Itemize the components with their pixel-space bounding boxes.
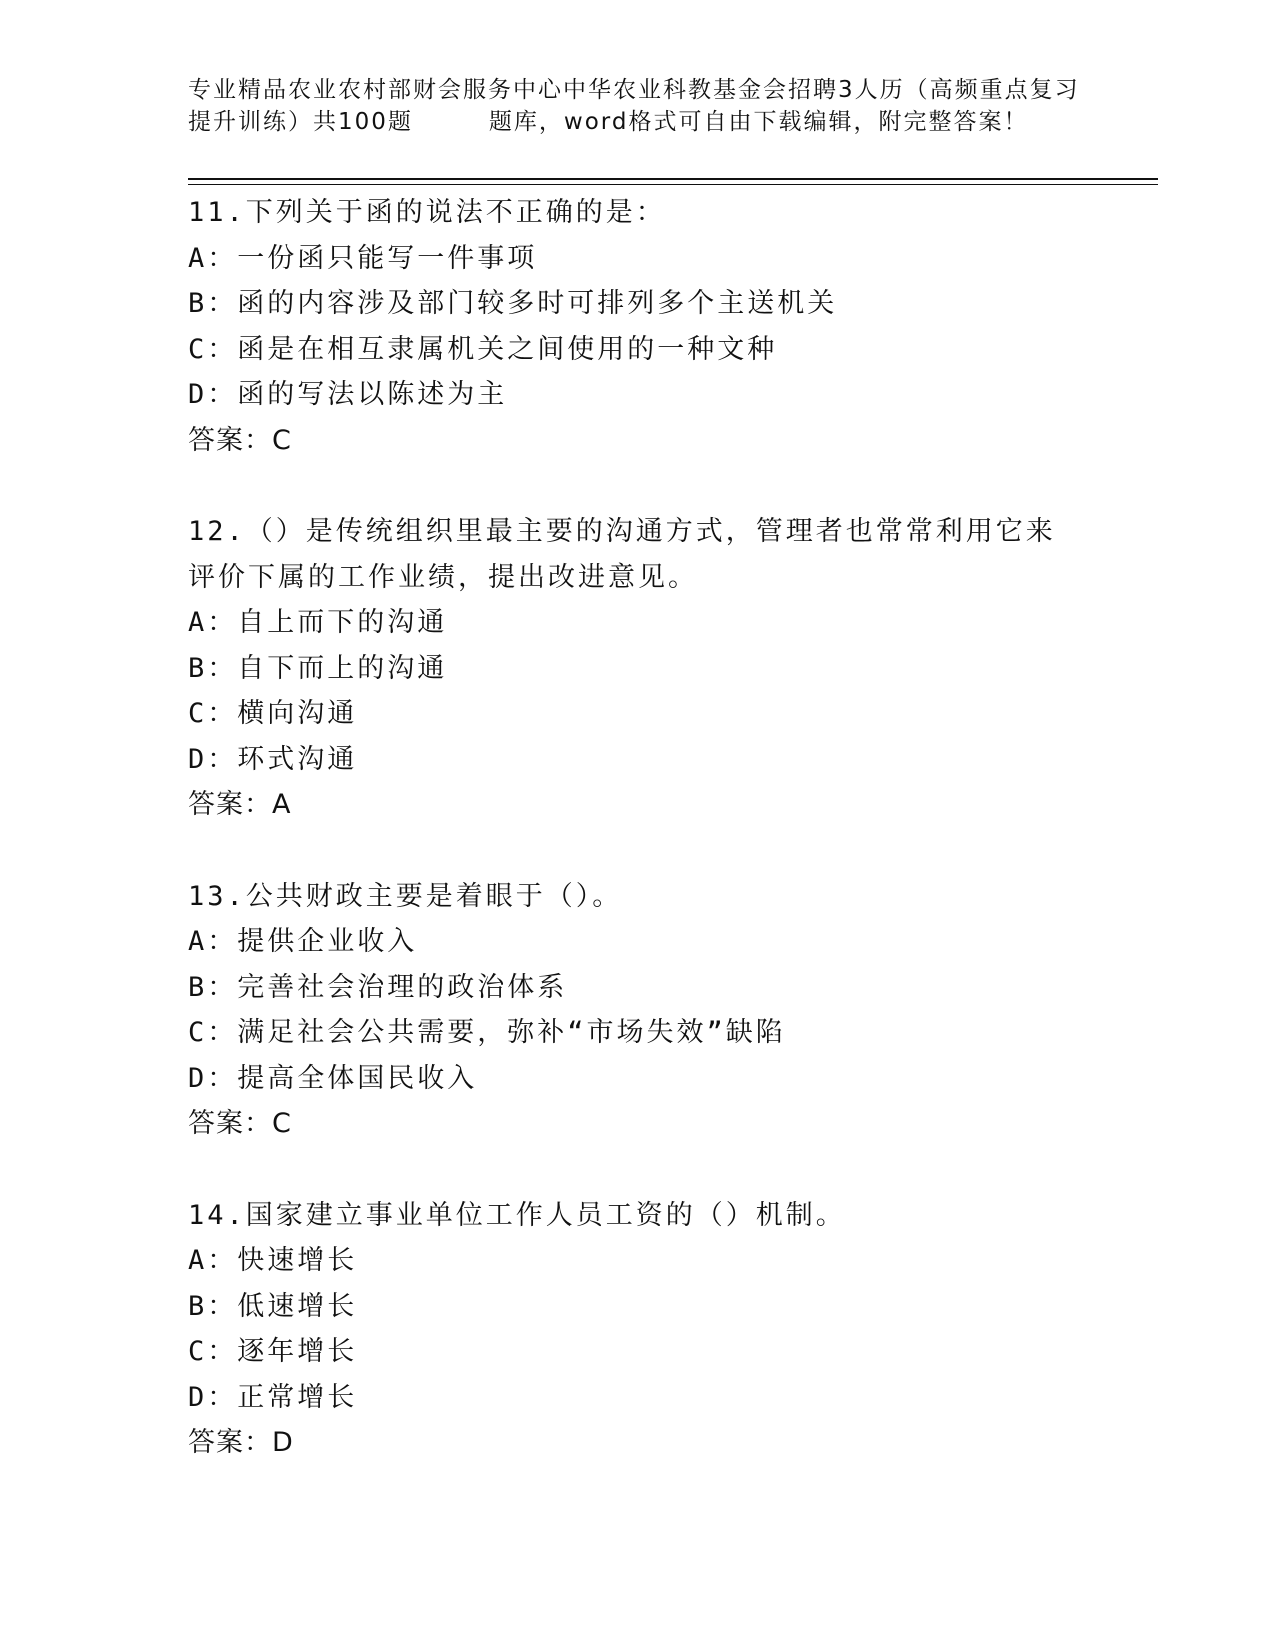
option-a: A：一份函只能写一件事项 (188, 242, 538, 274)
option-b: B：低速增长 (188, 1290, 358, 1322)
header-subtitle: 题库，word格式可自由下载编辑，附完整答案！ (488, 109, 1029, 135)
option-d: D：函的写法以陈述为主 (188, 379, 508, 410)
option-d: D：正常增长 (188, 1381, 358, 1413)
question-stem: 11.下列关于函的说法不正确的是： (188, 197, 666, 228)
answer-line: 答案：A (188, 789, 292, 820)
header-title: 专业精品农业农村部财会服务中心中华农业科教基金会招聘3人历（高频重点复习提升训练）共100题 (188, 77, 1080, 135)
question-list (188, 190, 1088, 1512)
option-b: B：函的内容涉及部门较多时可排列多个主送机关 (188, 288, 838, 319)
header-rule-thin (188, 184, 1158, 185)
answer-line: 答案：C (188, 1108, 292, 1139)
question-item (188, 509, 1088, 828)
option-b: B：自下而上的沟通 (188, 652, 448, 684)
header-rule-thick (188, 178, 1158, 180)
question-stem: 13.公共财政主要是着眼于（）。 (188, 880, 623, 912)
option-d: D：提高全体国民收入 (188, 1062, 478, 1094)
option-c: C：函是在相互隶属机关之间使用的一种文种 (188, 333, 778, 365)
question-item (188, 190, 1088, 463)
option-a: A：自上而下的沟通 (188, 607, 448, 638)
option-d: D：环式沟通 (188, 743, 358, 775)
question-stem: 12.（）是传统组织里最主要的沟通方式，管理者也常常利用它来评价下属的工作业绩，提出改进意见。 (188, 516, 1056, 593)
option-c: C：逐年增长 (188, 1336, 358, 1367)
option-b: B：完善社会治理的政治体系 (188, 971, 568, 1003)
option-a: A：快速增长 (188, 1245, 358, 1276)
question-item (188, 874, 1088, 1147)
option-a: A：提供企业收入 (188, 926, 418, 957)
option-c: C：满足社会公共需要，弥补“市场失效”缺陷 (188, 1017, 786, 1048)
answer-line: 答案：C (188, 424, 292, 456)
page-header (188, 74, 1088, 138)
question-item (188, 1193, 1088, 1466)
answer-line: 答案：D (188, 1427, 294, 1458)
question-stem: 14.国家建立事业单位工作人员工资的（）机制。 (188, 1199, 846, 1231)
option-c: C：横向沟通 (188, 698, 358, 729)
